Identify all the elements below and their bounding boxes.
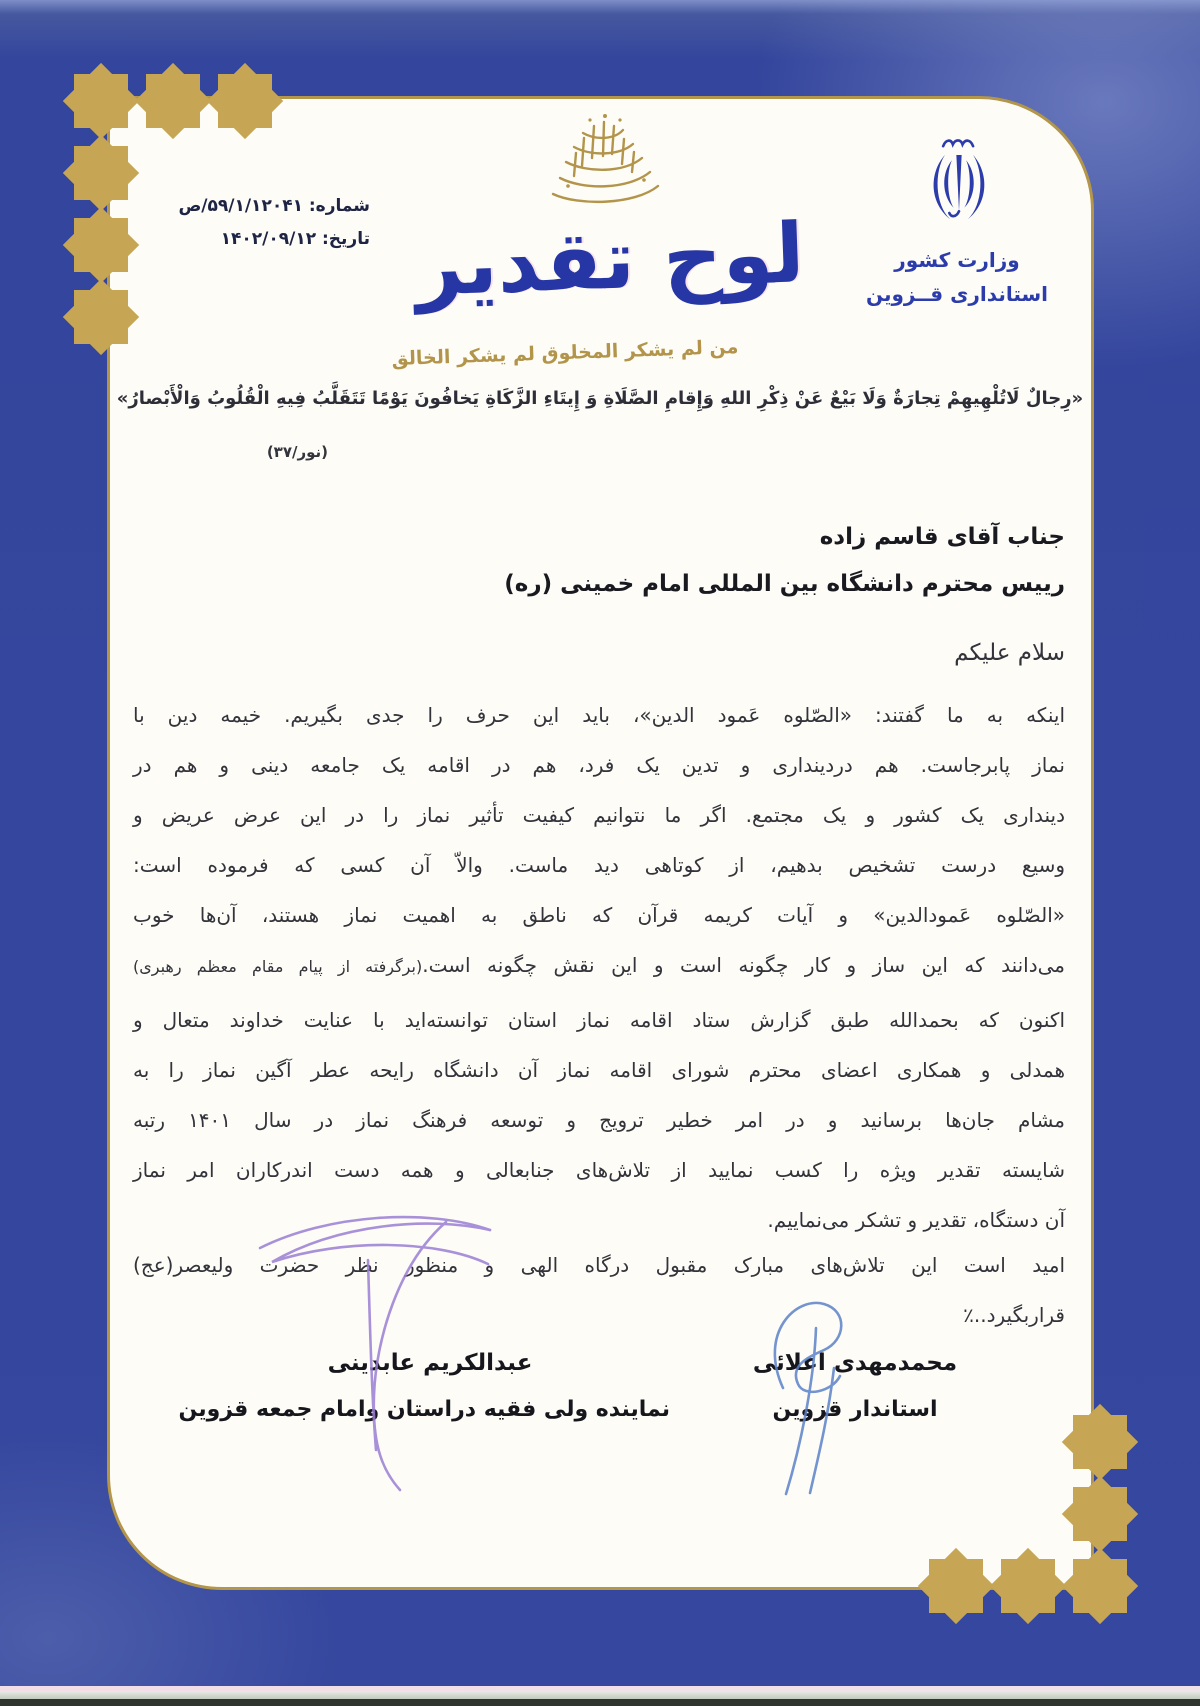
letterhead-number-date: [130, 190, 370, 256]
governor-title: استاندار قزوین: [772, 1397, 938, 1422]
date-label: تاریخ:: [322, 229, 370, 249]
star-icon: [62, 278, 140, 356]
star-icon: [62, 62, 140, 140]
letter-date: [130, 223, 370, 256]
body-line: امید است این تلاش‌های مبارک مقبول درگاه الهی و منظور نظر حضرت ولیعصر(عج): [133, 1253, 1065, 1277]
recipient-name: جناب آقای قاسم زاده: [819, 524, 1065, 550]
ministry-name: وزارت کشور: [894, 248, 1020, 272]
body-line: وسیع درست تشخیص بدهیم، از کوتاهی دید ماست. والاّ آن کسی که فرموده است:: [133, 853, 1065, 877]
body-line: اینکه به ما گفتند: «الصّلوه عَمود الدین»، باید این حرف را جدی بگیریم. خیمه دین با: [133, 703, 1065, 727]
star-icon: [62, 134, 140, 212]
body-line-with-note: [133, 940, 1065, 990]
quran-verse: «رِجالٌ لَاتُلْهِیهِمْ تِجارَةٌ وَلَا بَیْعٌ عَنْ ذِکْرِ اللهِ وَإِقامِ الصَّلَاةِ وَ إِیتَاءِ الزَّکَاةِ یَخافُونَ یَوْمًا تَتَقَلَّبُ فِیهِ الْقُلُوبُ وَالْأَبْصارُ»: [116, 388, 1084, 409]
star-icon: [989, 1547, 1067, 1625]
number-value: ۵۹/۱/۱۲۰۴۱/ص: [178, 196, 303, 216]
body-paragraph-1: [133, 690, 1065, 990]
star-icon: [134, 62, 212, 140]
body-line: همدلی و همکاری اعضای محترم شورای اقامه نماز آن دانشگاه رایحه عطر آگین نماز را به: [133, 1058, 1065, 1082]
star-icon: [1061, 1403, 1139, 1481]
recipient-title: رییس محترم دانشگاه بین المللی امام خمینی (ره): [504, 571, 1065, 597]
star-icon: [62, 206, 140, 284]
body-line-main: می‌دانند که این ساز و کار چگونه است و این نقش چگونه است.: [422, 953, 1066, 977]
ministry-header: [852, 243, 1062, 311]
body-line: اکنون که بحمدالله طبق گزارش ستاد اقامه نماز استان توانسته‌اید با عنایت خداوند متعال و: [133, 1008, 1065, 1032]
body-line-closing: قراربگیرد..٪: [963, 1303, 1065, 1327]
body-line: مشام جان‌ها برسانید و در امر خطیر ترویج و توسعه فرهنگ نماز در سال ۱۴۰۱ رتبه: [133, 1108, 1066, 1132]
number-label: شماره:: [308, 196, 370, 216]
governor-name: محمدمهدی اعلائی: [752, 1350, 958, 1376]
page-title: لوح تقدیر: [414, 206, 806, 315]
iran-emblem-icon: [915, 134, 1003, 234]
governorate-name: استانداری قــزوین: [865, 282, 1049, 306]
scan-edge-strip: [0, 1699, 1200, 1706]
quran-verse-reference: (نور/۳۷): [266, 443, 328, 461]
date-value: ۱۴۰۲/۰۹/۱۲: [220, 229, 317, 249]
body-line: آن دستگاه، تقدیر و تشکر می‌نماییم.: [767, 1208, 1065, 1232]
handwritten-signature-representative: [248, 1200, 498, 1500]
greeting-line: سلام علیکم: [954, 640, 1065, 666]
letter-number: [130, 190, 370, 223]
body-line: دینداری یک کشور و یک مجتمع. اگر ما نتوانیم کیفیت تأثیر نماز را در این عرض عریض و: [133, 803, 1065, 827]
leader-quote-attribution: (برگرفته از پیام مقام معظم رهبری): [133, 957, 423, 976]
body-line: «الصّلوه عَمودالدین» و آیات کریمه قرآن که ناطق به اهمیت نماز هستند، آن‌ها خوب: [133, 903, 1065, 927]
star-icon: [1061, 1475, 1139, 1553]
representative-title: نماینده ولی فقیه دراستان وامام جمعه قزوین: [178, 1397, 670, 1422]
body-line: شایسته تقدیر ویژه را کسب نمایید از تلاش‌های جنابعالی و همه دست اندرکاران امر نماز: [133, 1158, 1065, 1182]
star-icon: [917, 1547, 995, 1625]
representative-name: عبدالکریم عابدینی: [327, 1350, 533, 1376]
star-icon: [1061, 1547, 1139, 1625]
title-subtitle-hadith: من لم یشکر المخلوق لم یشکر الخالق: [391, 335, 739, 371]
handwritten-signature-governor: [728, 1288, 908, 1498]
scan-edge-strip: [0, 1691, 1200, 1699]
star-icon: [206, 62, 284, 140]
body-line: نماز پابرجاست. هم دردینداری و تدین یک فرد، هم در اقامه یک جامعه دینی و هم در: [133, 753, 1065, 777]
